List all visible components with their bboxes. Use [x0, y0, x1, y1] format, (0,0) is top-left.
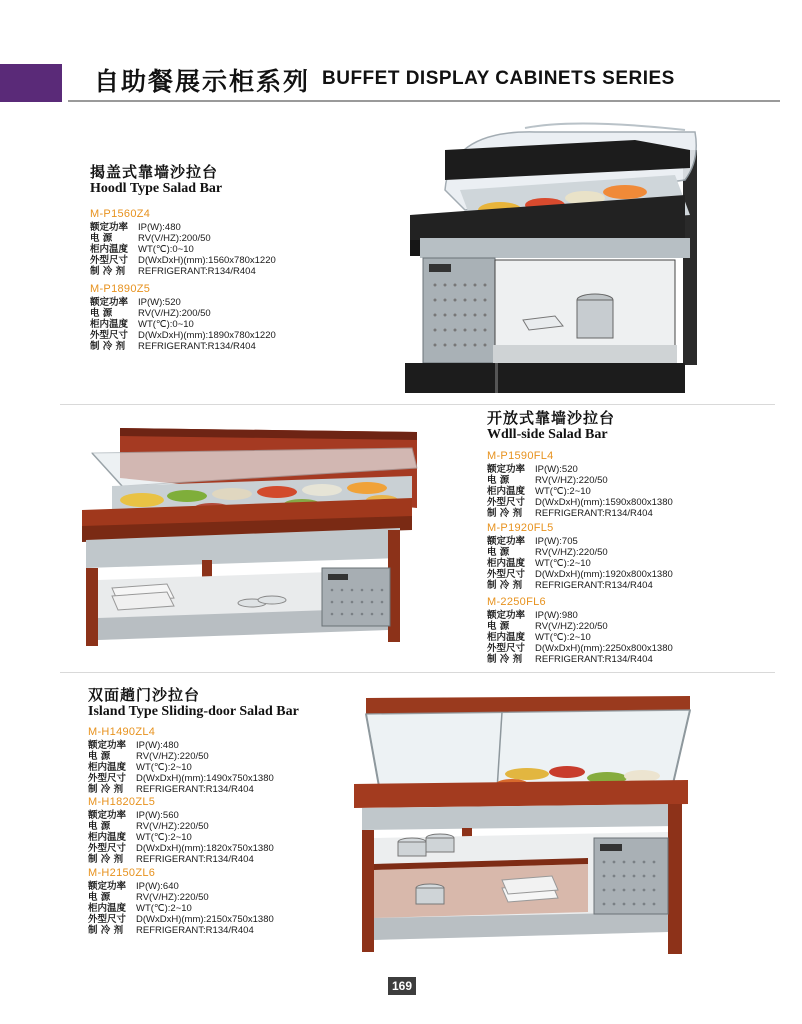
spec-row: 柜内温度 WT(℃):2~10 — [88, 762, 192, 773]
product-2-name-en: Wdll-side Salad Bar — [487, 427, 608, 442]
spec-row: 额定功率 IP(W):520 — [487, 464, 578, 475]
model-code: M-P1590FL4 — [487, 450, 554, 462]
spec-row: 外型尺寸 D(WxDxH)(mm):2150x750x1380 — [88, 914, 274, 925]
spec-row: 电 源 RV(V/HZ):200/50 — [90, 233, 211, 244]
spec-row: 电 源 RV(V/HZ):220/50 — [487, 475, 608, 486]
product-3-model-2 — [88, 796, 274, 865]
spec-row: 柜内温度 WT(℃):2~10 — [88, 832, 192, 843]
spec-row: 额定功率 IP(W):480 — [90, 222, 181, 233]
model-code: M-P1920FL5 — [487, 522, 554, 534]
model-code: M-H1490ZL4 — [88, 726, 156, 738]
spec-row: 外型尺寸 D(WxDxH)(mm):1890x780x1220 — [90, 330, 276, 341]
spec-row: 外型尺寸 D(WxDxH)(mm):1560x780x1220 — [90, 255, 276, 266]
product-1-model-1 — [90, 208, 276, 277]
spec-row: 制 冷 剂 REFRIGERANT:R134/R404 — [487, 508, 653, 519]
product-1-model-2 — [90, 283, 276, 352]
product-2-model-3 — [487, 596, 673, 665]
spec-row: 柜内温度 WT(℃):2~10 — [487, 632, 591, 643]
spec-row: 柜内温度 WT(℃):2~10 — [487, 558, 591, 569]
spec-row: 额定功率 IP(W):560 — [88, 810, 179, 821]
spec-row: 制 冷 剂 REFRIGERANT:R134/R404 — [88, 925, 254, 936]
spec-row: 柜内温度 WT(℃):0~10 — [90, 244, 194, 255]
spec-row: 额定功率 IP(W):520 — [90, 297, 181, 308]
product-3-name-cn: 双面趟门沙拉台 — [88, 686, 201, 704]
product-1-name-en: Hoodl Type Salad Bar — [90, 181, 223, 196]
page-number: 169 — [388, 977, 416, 995]
spec-row: 制 冷 剂 REFRIGERANT:R134/R404 — [88, 784, 254, 795]
product-2-model-2 — [487, 522, 673, 591]
model-code: M-2250FL6 — [487, 596, 546, 608]
spec-row: 电 源 RV(V/HZ):220/50 — [88, 892, 209, 903]
spec-row: 制 冷 剂 REFRIGERANT:R134/R404 — [90, 341, 256, 352]
spec-row: 额定功率 IP(W):980 — [487, 610, 578, 621]
spec-row: 制 冷 剂 REFRIGERANT:R134/R404 — [487, 580, 653, 591]
spec-row: 电 源 RV(V/HZ):220/50 — [88, 821, 209, 832]
spec-row: 制 冷 剂 REFRIGERANT:R134/R404 — [88, 854, 254, 865]
spec-row: 外型尺寸 D(WxDxH)(mm):1820x750x1380 — [88, 843, 274, 854]
model-code: M-H2150ZL6 — [88, 867, 156, 879]
page-title-en: BUFFET DISPLAY CABINETS SERIES — [322, 68, 675, 89]
spec-row: 额定功率 IP(W):640 — [88, 881, 179, 892]
header-underline — [68, 100, 780, 102]
spec-row: 柜内温度 WT(℃):2~10 — [88, 903, 192, 914]
product-3-model-1 — [88, 726, 274, 795]
spec-row: 外型尺寸 D(WxDxH)(mm):2250x800x1380 — [487, 643, 673, 654]
spec-row: 柜内温度 WT(℃):0~10 — [90, 319, 194, 330]
spec-row: 额定功率 IP(W):480 — [88, 740, 179, 751]
spec-row: 电 源 RV(V/HZ):220/50 — [88, 751, 209, 762]
product-2-model-1 — [487, 450, 673, 519]
spec-row: 柜内温度 WT(℃):2~10 — [487, 486, 591, 497]
island-sliding-door-salad-bar-image — [352, 692, 700, 960]
spec-row: 外型尺寸 D(WxDxH)(mm):1590x800x1380 — [487, 497, 673, 508]
page-title-cn: 自助餐展示柜系列 — [94, 67, 311, 96]
section-divider-1 — [60, 404, 775, 405]
spec-row: 电 源 RV(V/HZ):200/50 — [90, 308, 211, 319]
spec-row: 制 冷 剂 REFRIGERANT:R134/R404 — [487, 654, 653, 665]
section-divider-2 — [60, 672, 775, 673]
product-2-name-cn: 开放式靠墙沙拉台 — [487, 409, 616, 427]
hood-salad-bar-image — [405, 120, 715, 400]
model-code: M-P1560Z4 — [90, 208, 151, 220]
spec-row: 电 源 RV(V/HZ):220/50 — [487, 547, 608, 558]
product-1-name-cn: 揭盖式靠墙沙拉台 — [90, 163, 219, 181]
model-code: M-H1820ZL5 — [88, 796, 156, 808]
header-accent-bar — [0, 64, 62, 102]
product-3-name-en: Island Type Sliding-door Salad Bar — [88, 704, 299, 719]
spec-row: 外型尺寸 D(WxDxH)(mm):1490x750x1380 — [88, 773, 274, 784]
spec-row: 额定功率 IP(W):705 — [487, 536, 578, 547]
spec-row: 电 源 RV(V/HZ):220/50 — [487, 621, 608, 632]
model-code: M-P1890Z5 — [90, 283, 151, 295]
wall-side-salad-bar-image — [82, 418, 422, 650]
spec-row: 制 冷 剂 REFRIGERANT:R134/R404 — [90, 266, 256, 277]
spec-row: 外型尺寸 D(WxDxH)(mm):1920x800x1380 — [487, 569, 673, 580]
product-3-model-3 — [88, 867, 274, 936]
